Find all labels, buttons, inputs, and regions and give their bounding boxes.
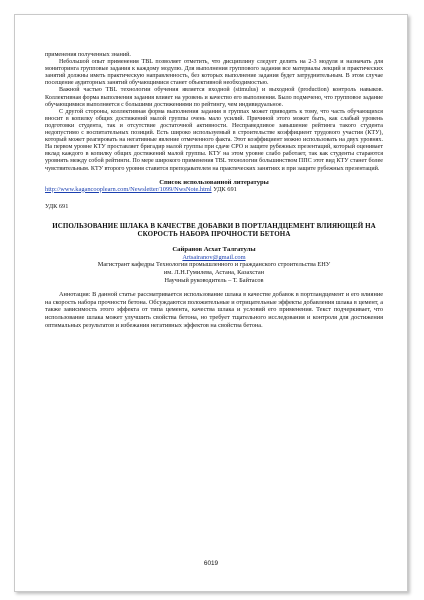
paragraph-4: С другой стороны, коллективная форма выполнения задания в группах может приводить к тому, что часть обучающихся вносит в копилку общих достижений малой группы очень мало усилий. Причиной этого может быть, как слабый уровень подготовки студента, так и отсутствие достаточной активности. Несправедливое завышение рейтинга такого студента недопустимо с воспитательных позиций. Есть широко используемый в строительстве коэффициент трудового участия (КТУ), который может реагировать на негативные явление отмеченного факта. Этот коэффициент можно использовать на двух уровнях. На первом уровне КТУ проставляет бригадир малой группы при сдаче СРО и защите рубежных презентаций, который оценивает вклад каждого в копилку общих достижений малой группы. КТУ на этом уровне слабо работает, так как студенты стараются уровнять между собой рейтинги. По мере широкого применения TBL технологии большинством ППС этот вид КТУ станет более чувствительным. КТУ второго уровня ставится преподавателем на практических занятиях и при защите рубежных презентаций. xyxy=(45,108,383,172)
author-name: Сайранов Асхат Талгатулы xyxy=(172,246,256,254)
spacer xyxy=(45,173,383,178)
document-page xyxy=(14,14,408,592)
reference-suffix: УДК 691 xyxy=(211,185,237,193)
article-title: ИСПОЛЬЗОВАНИЕ ШЛАКА В КАЧЕСТВЕ ДОБАВКИ В ПОРТЛАНДЦЕМЕНТ ВЛИЯЮЩЕЙ НА СКОРОСТЬ НАБОРА ПРОЧНОСТИ БЕТОНА xyxy=(52,221,376,239)
supervisor-line: Научный руководитель – Т. Байтасов xyxy=(164,277,264,285)
affiliation-line-1: Магистрант кафедры Технологии промышленного и гражданского строительства ЕНУ xyxy=(97,261,331,269)
page-content xyxy=(45,52,383,329)
paragraph-2: Небольшой опыт применения TBL позволяет отметить, что дисциплину следует делить на 2-3 модуля и назначать для мониторинга групповые задания к каждому модулю. Для выполнения группового задания все материалы лекций и практических занятий должны иметь практическую направленность, без которых выполнение задания будет затруднительным. В этом случае посещение аудиторных занятий обучающимися станет объективной необходимостью. xyxy=(45,59,383,87)
paragraph-1: применения полученных знаний. xyxy=(45,52,131,58)
udk-code: УДК 691 xyxy=(45,202,69,210)
paragraph-3: Важной частью TBL технологии обучения является входной (stimulus) и выходной (production) контроль навыков. Коллективная форма выполнения задания влияет на уровень и качество его выполнения. Было подмечено, что групповое задание обучающимися выполняется с большими достижениями по рейтингу, чем индивидуальное. xyxy=(45,87,383,108)
page-number: 6019 xyxy=(203,560,219,567)
reference-item xyxy=(45,186,383,193)
author-email xyxy=(45,254,383,261)
references-title: Список использованной литературы xyxy=(159,178,269,186)
affiliation-line-2: им. Л.Н.Гумилева, Астана, Казахстан xyxy=(163,269,265,277)
email-link[interactable]: Artsairanov@gmail.com xyxy=(182,254,246,262)
abstract: Аннотация: В данной статье рассматривается использование шлака в качестве добавок в портландцемент и его влияние на скорость набора прочности бетона. Обсуждаются положительные и отрицательные эффекты добавления шлака в цемент, а также зависимость этого эффекта от типа цемента, качества шлака и условий его применения. Текст подчеркивает, что использование шлака может улучшить свойства бетона, но требует тщательного исследования и контроля для достижения оптимальных результатов и избежания негативных эффектов на свойства бетона. xyxy=(45,291,383,329)
reference-link[interactable]: http://www.kagancooplearn.com/Newsletter/1099/NwsNote.html xyxy=(45,185,212,193)
